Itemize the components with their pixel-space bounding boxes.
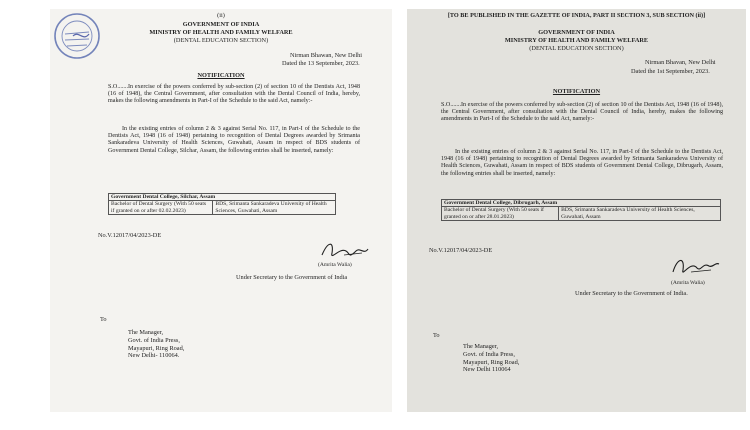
ministry-title: MINISTRY OF HEALTH AND FAMILY WELFARE <box>149 29 293 36</box>
address-line: The Manager, <box>128 329 164 336</box>
address-line: The Manager, <box>463 343 499 350</box>
table-degree-cell: Bachelor of Dental Surgery (With 50 seats if granted on or after 02.02.2023) <box>109 201 213 215</box>
notification-left-document <box>50 9 392 412</box>
government-title: GOVERNMENT OF INDIA <box>538 29 615 36</box>
signature-icon <box>669 252 721 280</box>
signatory-designation: Under Secretary to the Government of India <box>236 274 348 281</box>
signatory-designation: Under Secretary to the Government of India. <box>575 290 688 297</box>
page-number: (ii) <box>217 12 225 19</box>
to-label: To <box>433 332 440 339</box>
address-line: Govt. of India Press, <box>463 350 515 358</box>
signature-icon <box>318 237 372 265</box>
address-line: New Delhi 110064 <box>463 366 511 374</box>
address-line: New Delhi- 110064. <box>128 352 180 360</box>
section-title: (DENTAL EDUCATION SECTION) <box>173 37 269 44</box>
government-title: GOVERNMENT OF INDIA <box>182 21 260 28</box>
table-college-name: Government Dental College, Dibrugarh, Assam <box>442 200 721 207</box>
issue-date: Dated the 13 September, 2023. <box>282 60 360 67</box>
table-college-name: Government Dental College, Silchar, Assam <box>109 194 336 201</box>
signatory-name: (Amrita Walia) <box>671 280 705 286</box>
document-divider <box>397 0 407 430</box>
address-line: Govt. of India Press, <box>128 336 180 344</box>
signatory-name: (Amrita Walia) <box>318 262 352 268</box>
paragraph-entries: In the existing entries of column 2 & 3 against Serial No. 117, in Part-I of the Schedule to the Dentists Act, 1948 (16 of 1948) pertaining to recognition of Dental Degrees awarded by Srimanta Sankaradeva University of Health Sciences, Guwahati, Assam in respect of BDS students of Government Dental College, Silchar, Assam, the following entries shall be inserted, namely: <box>108 126 360 154</box>
paragraph-amendment: S.O.......In exercise of the powers conferred by sub-section (2) of section 10 of the Dentists Act, 1948 (16 of 1948), the Central Government, after consultation with the Dental Council of India, hereby, makes the following amendments in Part-I of the Schedule to the said Act, namely:- <box>108 84 360 105</box>
schedule-entry-table <box>441 199 721 221</box>
address-line: Mayapuri, Ring Road, <box>463 358 520 366</box>
gazette-header: [TO BE PUBLISHED IN THE GAZETTE OF INDIA, PART II SECTION 3, SUB SECTION (ii)] <box>447 12 706 19</box>
section-title: (DENTAL EDUCATION SECTION) <box>529 45 624 52</box>
notification-right-document <box>407 9 746 412</box>
recipient-address <box>463 343 519 374</box>
to-label: To <box>100 316 107 323</box>
table-degree-cell: Bachelor of Dental Surgery (With 50 seats if granted on or after 28.01.2023) <box>442 207 559 221</box>
issue-place: Nirman Bhavan, New Delhi <box>645 59 716 66</box>
ministry-title: MINISTRY OF HEALTH AND FAMILY WELFARE <box>504 37 649 44</box>
address-line: Mayapuri, Ring Road, <box>128 344 185 352</box>
file-number: No.V.12017/04/2023-DE <box>429 247 493 254</box>
recipient-address <box>128 329 184 360</box>
issue-date: Dated the 1st September, 2023. <box>631 68 710 75</box>
notification-heading: NOTIFICATION <box>197 72 245 79</box>
schedule-entry-table <box>108 193 336 215</box>
issue-place: Nirman Bhawan, New Delhi <box>290 52 363 59</box>
file-number: No.V.12017/04/2023-DE <box>98 232 162 239</box>
paragraph-entries: In the existing entries of column 2 & 3 against Serial No. 117, in Part-I of the Schedule to the Dentists Act, 1948 (16 of 1948) pertaining to recognition of Dental Degrees awarded by Srimanta Sankaradeva University of Health Sciences, Guwahati, Assam in respect of BDS students of Government Dental College, Dibrugarh, Assam, the following entries shall be inserted, namely: <box>441 149 723 177</box>
table-university-cell: BDS, Srimanta Sankaradeva University of Health Sciences, Guwahati, Assam <box>213 201 336 215</box>
notification-heading: NOTIFICATION <box>552 88 601 95</box>
paragraph-amendment: S.O.......In exercise of the powers conferred by sub-section (2) of section 10 of the Dentists Act, 1948 (16 of 1948), the Central Government, after consultation with the Dental Council of India, hereby, makes the following amendments in Part-I of the Schedule to the said Act, namely:- <box>441 102 723 123</box>
table-university-cell: BDS, Srimanta Sankaradeva University of Health Sciences, Guwahati, Assam <box>559 207 721 221</box>
